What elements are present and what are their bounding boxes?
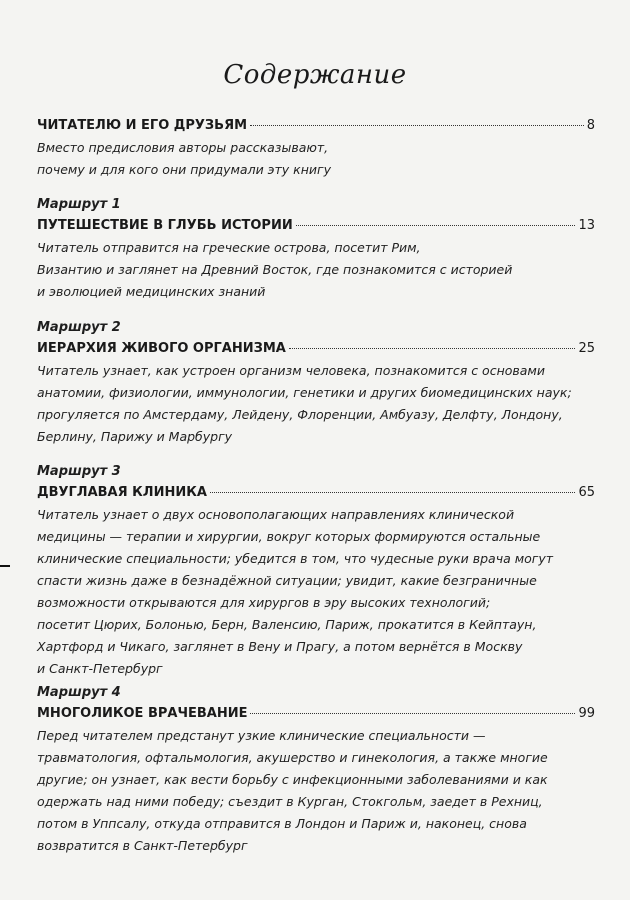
description-line: и эволюцией медицинских знаний [37,284,266,299]
route-label: Маршрут 1 [37,197,121,212]
toc-heading-line[interactable] [37,215,595,237]
description-line: одержать над ними победу; съездит в Курган, Стокгольм, заедет в Рехниц, [37,794,543,809]
description-line: посетит Цюрих, Болонью, Берн, Валенсию, Париж, прокатится в Кейптаун, [37,617,537,632]
toc-heading: ДВУГЛАВАЯ КЛИНИКА [37,485,207,500]
page-number: 13 [578,218,595,233]
description-line: потом в Уппсалу, откуда отправится в Лондон и Париж и, наконец, снова [37,816,527,831]
description-line: Берлину, Парижу и Марбургу [37,429,233,444]
description-line: Читатель узнает, как устроен организм человека, познакомится с основами [37,363,545,378]
dot-leader [289,348,576,349]
toc-heading: МНОГОЛИКОЕ ВРАЧЕВАНИЕ [37,706,248,721]
description-line: клинические специальности; убедится в том, что чудесные руки врача могут [37,551,554,566]
description-line: возвратится в Санкт-Петербург [37,838,248,853]
description-line: Перед читателем предстанут узкие клинические специальности — [37,728,486,743]
description-line: почему и для кого они придумали эту книгу [37,162,331,177]
toc-heading-line[interactable] [37,703,595,725]
description-line: травматология, офтальмология, акушерство и гинекология, а также многие [37,750,548,765]
toc-heading: ИЕРАРХИЯ ЖИВОГО ОРГАНИЗМА [37,341,286,356]
page-title: Содержание [223,60,407,90]
toc-entry-route-3 [37,462,595,680]
page-number: 25 [578,341,595,356]
dot-leader [296,225,576,226]
toc-entry-route-4 [37,683,595,857]
page-number: 8 [586,118,595,133]
description-line: Вместо предисловия авторы рассказывают, [37,140,329,155]
description-line: Византию и заглянет на Древний Восток, где познакомится с историей [37,262,513,277]
toc-heading-line[interactable] [37,115,595,137]
description-line: Читатель отправится на греческие острова, посетит Рим, [37,240,421,255]
description-line: прогуляется по Амстердаму, Лейдену, Флоренции, Амбуазу, Делфту, Лондону, [37,407,563,422]
toc-heading-line[interactable] [37,482,595,504]
toc-entry-route-2 [37,318,595,448]
route-label: Маршрут 3 [37,464,121,479]
page-number: 65 [578,485,595,500]
margin-mark [0,565,10,567]
route-label: Маршрут 2 [37,320,121,335]
toc-entry-preface [37,115,595,181]
toc-description [37,360,595,448]
toc-description [37,725,595,857]
route-label: Маршрут 4 [37,685,121,700]
description-line: Хартфорд и Чикаго, заглянет в Вену и Прагу, а потом вернётся в Москву [37,639,523,654]
dot-leader [250,713,575,714]
description-line: другие; он узнает, как вести борьбу с инфекционными заболеваниями и как [37,772,548,787]
toc-heading: ЧИТАТЕЛЮ И ЕГО ДРУЗЬЯМ [37,118,248,133]
description-line: Читатель узнает о двух основополагающих направлениях клинической [37,507,515,522]
description-line: спасти жизнь даже в безнадёжной ситуации; увидит, какие безграничные [37,573,537,588]
toc-heading: ПУТЕШЕСТВИЕ В ГЛУБЬ ИСТОРИИ [37,218,293,233]
toc-description [37,237,595,303]
toc-description [37,137,595,181]
toc-description [37,504,595,680]
description-line: и Санкт-Петербург [37,661,163,676]
description-line: анатомии, физиологии, иммунологии, генетики и других биомедицинских наук; [37,385,572,400]
toc-heading-line[interactable] [37,338,595,360]
description-line: возможности открываются для хирургов в эру высоких технологий; [37,595,491,610]
dot-leader [210,492,576,493]
toc-entry-route-1 [37,195,595,303]
description-line: медицины — терапии и хирургии, вокруг которых формируются остальные [37,529,541,544]
page-number: 99 [578,706,595,721]
dot-leader [250,125,584,126]
